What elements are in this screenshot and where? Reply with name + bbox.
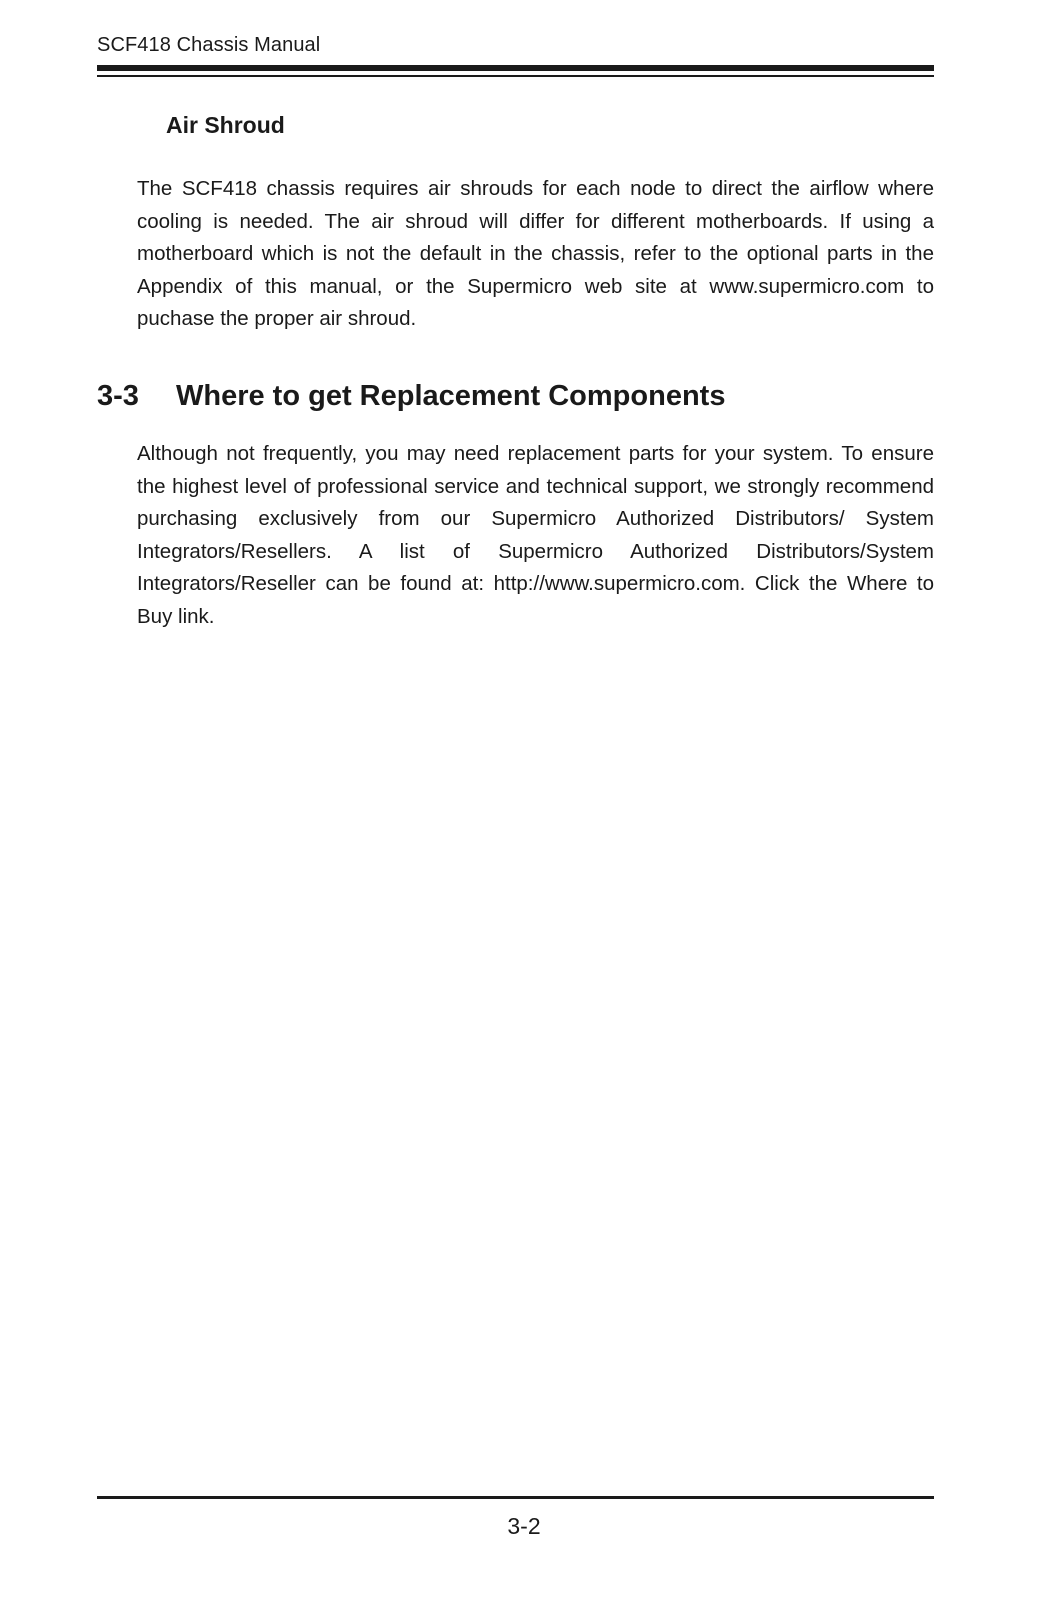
air-shroud-heading: Air Shroud [166,112,285,138]
replacement-paragraph: Although not frequently, you may need replacement parts for your system. To ensure the highest level of professional service and technical support, we strongly recommend purchasing exclusively from our Supermicro Authorized Distributors/ System Integrators/Resellers. A list of Supermicro Authorized Distributors/System Integrators/Reseller can be found at: http://www.supermicro.com. Click the Where to Buy link. [137,442,934,628]
section-heading [97,380,725,413]
running-header: SCF418 Chassis Manual [97,34,321,56]
footer-rule [97,1496,934,1499]
air-shroud-paragraph: The SCF418 chassis requires air shrouds for each node to direct the airflow where cooling is needed. The air shroud will differ for different motherboards. If using a motherboard which is not the default in the chassis, refer to the optional parts in the Appendix of this manual, or the Supermicro web site at www.supermicro.com to puchase the proper air shroud. [137,177,934,330]
section-number: 3-3 [97,380,139,412]
section-title: Where to get Replacement Components [176,380,726,412]
page-number: 3-2 [507,1513,541,1539]
header-rule-thin [97,75,934,77]
header-rule-thick [97,65,934,71]
